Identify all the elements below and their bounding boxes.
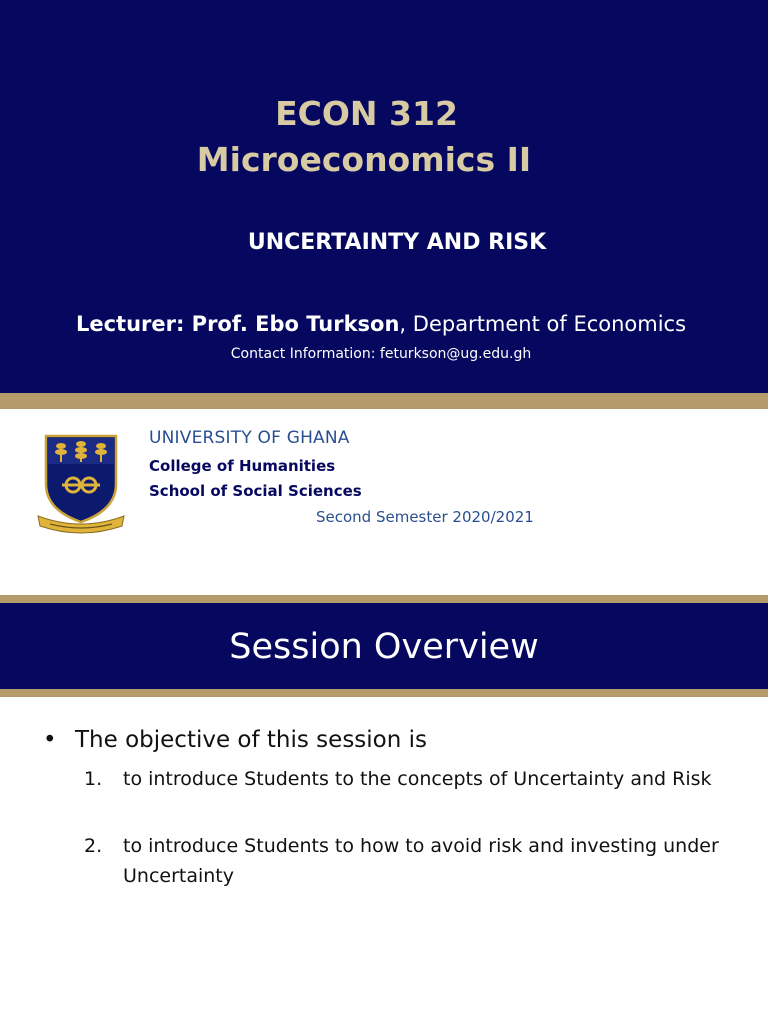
gold-divider bbox=[0, 393, 768, 409]
list-item-number: 1. bbox=[84, 768, 103, 790]
university-crest-icon bbox=[36, 432, 126, 534]
university-name: UNIVERSITY OF GHANA bbox=[149, 428, 350, 448]
bullet-marker: • bbox=[43, 727, 57, 753]
list-item-text: to introduce Students to the concepts of Uncertainty and Risk bbox=[123, 768, 712, 790]
semester-label: Second Semester 2020/2021 bbox=[316, 508, 534, 526]
contact-info: Contact Information: feturkson@ug.edu.gh bbox=[230, 346, 532, 362]
slide-topic: UNCERTAINTY AND RISK bbox=[247, 230, 547, 255]
list-item-number: 2. bbox=[84, 835, 103, 857]
title-slide-header bbox=[0, 0, 768, 393]
objective-text: The objective of this session is bbox=[75, 727, 428, 753]
list-item-text: to introduce Students to how to avoid risk and investing under Uncertainty bbox=[123, 835, 719, 887]
session-title: Session Overview bbox=[229, 627, 539, 667]
course-code: ECON 312 bbox=[275, 94, 458, 133]
lecturer-department: , Department of Economics bbox=[399, 312, 687, 336]
gold-divider bbox=[0, 595, 768, 603]
list-item bbox=[84, 764, 734, 826]
lecturer-name: Lecturer: Prof. Ebo Turkson bbox=[75, 312, 400, 336]
gold-divider bbox=[0, 689, 768, 697]
lecturer-line bbox=[0, 308, 762, 340]
overview-slide-header bbox=[0, 603, 768, 689]
college-name: College of Humanities bbox=[149, 457, 336, 475]
list-item bbox=[84, 831, 734, 893]
course-name: Microeconomics II bbox=[196, 140, 532, 179]
school-name: School of Social Sciences bbox=[149, 482, 362, 500]
